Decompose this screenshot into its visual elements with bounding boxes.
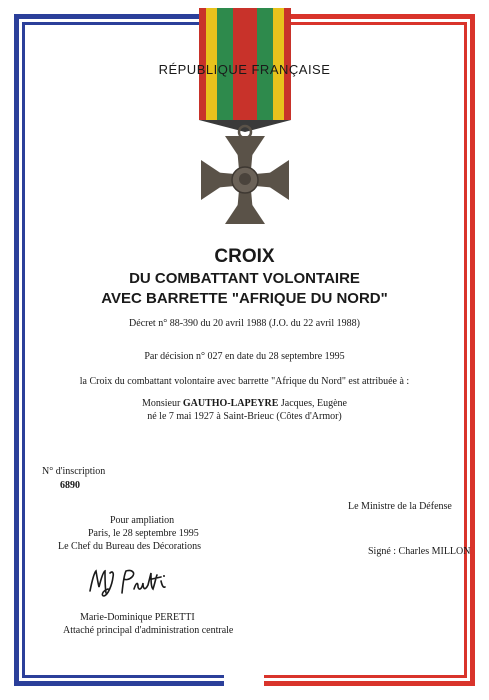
recipient-given-names: Jacques, Eugène — [278, 398, 347, 409]
title-line-3: AVEC BARRETTE "AFRIQUE DU NORD" — [101, 290, 388, 307]
medal-cross-icon — [180, 0, 310, 225]
border-blue-bottom — [14, 681, 224, 686]
border-red-top — [288, 14, 475, 19]
border-red-bottom — [264, 681, 475, 686]
inscription-label: N° d'inscription — [42, 466, 106, 477]
border-blue-left — [14, 14, 19, 686]
medal-cross — [201, 136, 289, 224]
recipient-prefix: Monsieur — [142, 398, 183, 409]
minister-title: Le Ministre de la Défense — [348, 501, 452, 512]
title-line-1: CROIX — [214, 246, 275, 267]
inscription-number: 6890 — [60, 480, 80, 491]
border-red-right-inner — [464, 22, 467, 678]
header-republique: RÉPUBLIQUE FRANÇAISE — [158, 62, 331, 77]
recipient-birth: né le 7 mai 1927 à Saint-Brieuc (Côtes d'Armor) — [147, 411, 342, 422]
ampliation-line-1: Pour ampliation — [110, 515, 175, 526]
title-line-2: DU COMBATTANT VOLONTAIRE — [129, 270, 360, 287]
ampliation-line-2: Paris, le 28 septembre 1995 — [88, 528, 199, 539]
handwritten-signature — [86, 563, 186, 599]
attribution-statement: la Croix du combattant volontaire avec barrette "Afrique du Nord" est attribuée à : — [79, 376, 410, 387]
decision-statement: Par décision n° 027 en date du 28 septembre 1995 — [144, 351, 345, 362]
minister-signed: Signé : Charles MILLON — [368, 546, 471, 557]
border-blue-bottom-inner — [22, 675, 224, 678]
decree-reference: Décret n° 88-390 du 20 avril 1988 (J.O. du 22 avril 1988) — [129, 318, 360, 329]
ampliation-line-3: Le Chef du Bureau des Décorations — [58, 541, 202, 552]
border-red-right — [470, 14, 475, 686]
border-red-top-inner — [288, 22, 467, 25]
border-blue-left-inner — [22, 22, 25, 678]
signer-name: Marie-Dominique PERETTI — [80, 612, 195, 623]
recipient-name — [0, 398, 489, 409]
signer-title: Attaché principal d'administration centrale — [63, 625, 234, 636]
recipient-surname: GAUTHO-LAPEYRE — [182, 398, 279, 409]
border-red-bottom-inner — [264, 675, 467, 678]
